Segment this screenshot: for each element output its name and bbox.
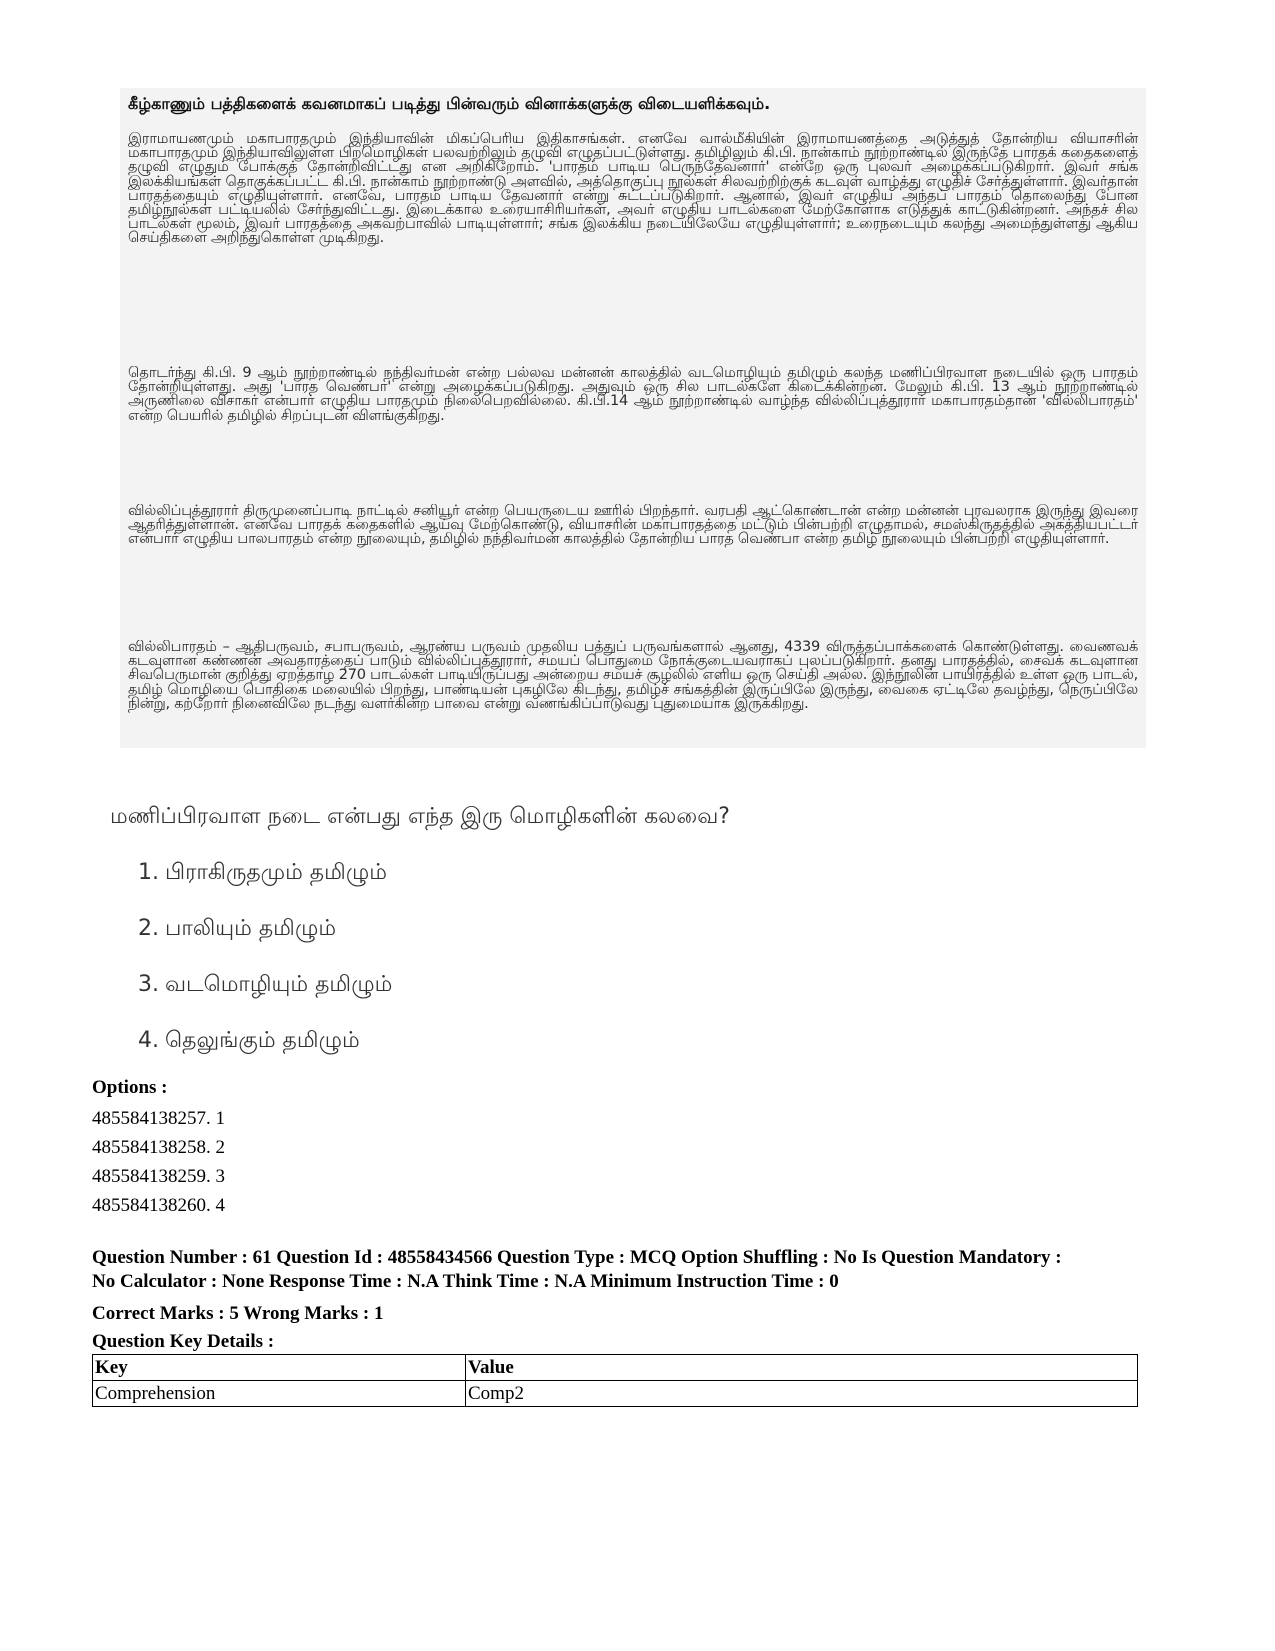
table-row (93, 1381, 1138, 1407)
choice-number: 4. (138, 1028, 159, 1053)
meta-line: No Calculator : None Response Time : N.A Think Time : N.A Minimum Instruction Time : 0 (92, 1271, 839, 1292)
key-details-label: Question Key Details : (92, 1331, 275, 1352)
passage-paragraph: வில்லிப்புத்தூரார் திருமுனைப்பாடி நாட்டில் சனியூர் என்ற பெயருடைய ஊரில் பிறந்தார். வரபதி ஆட்கொண்டான் என்ற மன்னன் புரவலராக இருந்து இவரை ஆதரித்துள்ளான். எனவே பாரதக் கதைகளில் ஆய்வு மேற்கொண்டு, வியாசரின் மகாபாரதத்தை மட்டும் பின்பற்றி எழுதாமல், சமஸ்கிருதத்தில் அகத்தியபட்டர் என்பார் எழுதிய பாலபாரதம் என்ற நூலையும், தமிழில் நந்திவர்மன் காலத்தில் தோன்றிய பாரத வெண்பா என்ற தமிழ் நூலையும் பின்பற்றி எழுதியுள்ளார். (128, 504, 1138, 548)
option-id: 485584138260. 4 (92, 1195, 225, 1216)
marks-line: Correct Marks : 5 Wrong Marks : 1 (92, 1303, 384, 1324)
meta-line: Question Number : 61 Question Id : 48558434566 Question Type : MCQ Option Shuffling : No Is Question Mandatory : (92, 1247, 1062, 1268)
choice-text: தெலுங்கும் தமிழும் (165, 1028, 360, 1053)
header-cell: Key (93, 1355, 466, 1381)
choice-number: 3. (138, 972, 159, 997)
key-details-table (92, 1354, 1138, 1407)
passage-paragraph: இராமாயணமும் மகாபாரதமும் இந்தியாவின் மிகப்பெரிய இதிகாசங்கள். எனவே வால்மீகியின் இராமாயணத்தை அடுத்துத் தோன்றிய வியாசரின் மகாபாரதமும் இந்தியாவிலுள்ள பிறமொழிகள் பலவற்றிலும் தழுவி எழுதப்பட்டுள்ளது. தமிழிலும் கி.பி. நான்காம் நூற்றாண்டில் இருந்தே பாரதக் கதைகளைத் தழுவி எழுதும் போக்குத் தோன்றிவிட்டது என அறிகிறோம். 'பாரதம் பாடிய பெருந்தேவனார்' என்றே ஒரு புலவர் அழைக்கப்படுகிறார். இவர் சங்க இலக்கியங்கள் தொகுக்கப்பட்ட கி.பி. நான்காம் நூற்றாண்டு அளவில், அத்தொகுப்பு நூல்கள் சிலவற்றிற்குக் கடவுள் வாழ்த்து எழுதிச் சேர்த்துள்ளார். இவர்தான் பாரதத்தையும் எழுதியுள்ளார். எனவே, பாரதம் பாடிய தேவனார் என்று சுட்டப்படுகிறார். ஆனால், இவர் எழுதிய அந்தப் பாரதம் தொலைந்து போன தமிழ்நூல்கள் பட்டியலில் சேர்ந்துவிட்டது. இடைக்கால உரையாசிரியர்கள், அவர் எழுதிய பாடல்களை மேற்கோளாக எடுத்துக் காட்டுகின்றனர். அந்தச் சில பாடல்கள் மூலம், இவர் பாரதத்தை அகவற்பாவில் பாடியுள்ளார்; சங்க இலக்கிய நடையிலேயே எழுதியுள்ளார்; உரைநடையும் கலந்து அமைந்துள்ளது ஆகிய செய்திகளை அறிந்துகொள்ள முடிகிறது. (128, 132, 1138, 247)
choice-text: வடமொழியும் தமிழும் (165, 972, 393, 997)
header-cell: Value (466, 1355, 1138, 1381)
passage-paragraph: தொடர்ந்து கி.பி. 9 ஆம் நூற்றாண்டில் நந்திவர்மன் என்ற பல்லவ மன்னன் காலத்தில் வடமொழியும் தமிழும் கலந்த மணிப்பிரவாள நடையில் ஒரு பாரதம் தோன்றியுள்ளது. அது 'பாரத வெண்பா' என்று அழைக்கப்படுகிறது. அதுவும் ஒரு சில பாடல்களே கிடைக்கின்றன. மேலும் கி.பி. 13 ஆம் நூற்றாண்டில் அருணிலை விசாகர் என்பார் எழுதிய பாரதமும் நிலைபெறவில்லை. கி.பி.14 ஆம் நூற்றாண்டில் வாழ்ந்த வில்லிப்புத்தூரார் மகாபாரதம்தான் 'வில்லிபாரதம்' என்ற பெயரில் தமிழில் சிறப்புடன் விளங்குகிறது. (128, 366, 1138, 424)
choice-text: பாலியும் தமிழும் (165, 916, 337, 941)
choice-text: பிராகிருதமும் தமிழும் (165, 860, 387, 885)
answer-choice (138, 860, 387, 888)
question-metadata (92, 1246, 1192, 1294)
table-cell: Comprehension (93, 1381, 466, 1407)
table-cell: Comp2 (466, 1381, 1138, 1407)
choice-number: 2. (138, 916, 159, 941)
answer-choice (138, 916, 336, 944)
question-stem: மணிப்பிரவாள நடை என்பது எந்த இரு மொழிகளின் கலவை? (110, 804, 730, 829)
choice-number: 1. (138, 860, 159, 885)
answer-choice (138, 972, 392, 1000)
passage-paragraph: வில்லிபாரதம் – ஆதிபருவம், சபாபருவம், ஆரண்ய பருவம் முதலிய பத்துப் பருவங்களால் ஆனது, 4339 விருத்தப்பாக்களைக் கொண்டுள்ளது. வைணவக் கடவுளான கண்ணன் அவதாரத்தைப் பாடும் வில்லிப்புத்தூரார், சமயப் பொதுமை நோக்குடையவராகப் புலப்படுகிறார். தனது பாரதத்தில், சைவக் கடவுளான சிவபெருமான் குறித்து ஏறத்தாழ 270 பாடல்கள் பாடியிருப்பது அன்றைய சமயச் சூழலில் எளிய ஒரு செய்தி அல்ல. இந்நூலின் பாயிரத்தில் உள்ள ஒரு பாடல், தமிழ் மொழியை பொதிகை மலையில் பிறந்து, பாண்டியன் புகழிலே கிடந்து, தமிழ்ச் சங்கத்தின் இருப்பிலே இருந்து, வைகை ஏட்டிலே தவழ்ந்து, நெருப்பிலே நின்று, கற்றோர் நினைவிலே நடந்து வளர்கின்ற பாவை என்று வணங்கிப்பாடுவது புதுமையாக இருக்கிறது. (128, 640, 1138, 712)
passage-instruction: கீழ்காணும் பத்திகளைக் கவனமாகப் படித்து பின்வரும் வினாக்களுக்கு விடையளிக்கவும். (128, 94, 771, 113)
answer-choice (138, 1028, 360, 1056)
options-label: Options : (92, 1077, 168, 1098)
option-id: 485584138258. 2 (92, 1137, 225, 1158)
table-header-row (93, 1355, 1138, 1381)
option-id: 485584138257. 1 (92, 1108, 225, 1129)
passage-image (120, 88, 1146, 748)
option-id: 485584138259. 3 (92, 1166, 225, 1187)
